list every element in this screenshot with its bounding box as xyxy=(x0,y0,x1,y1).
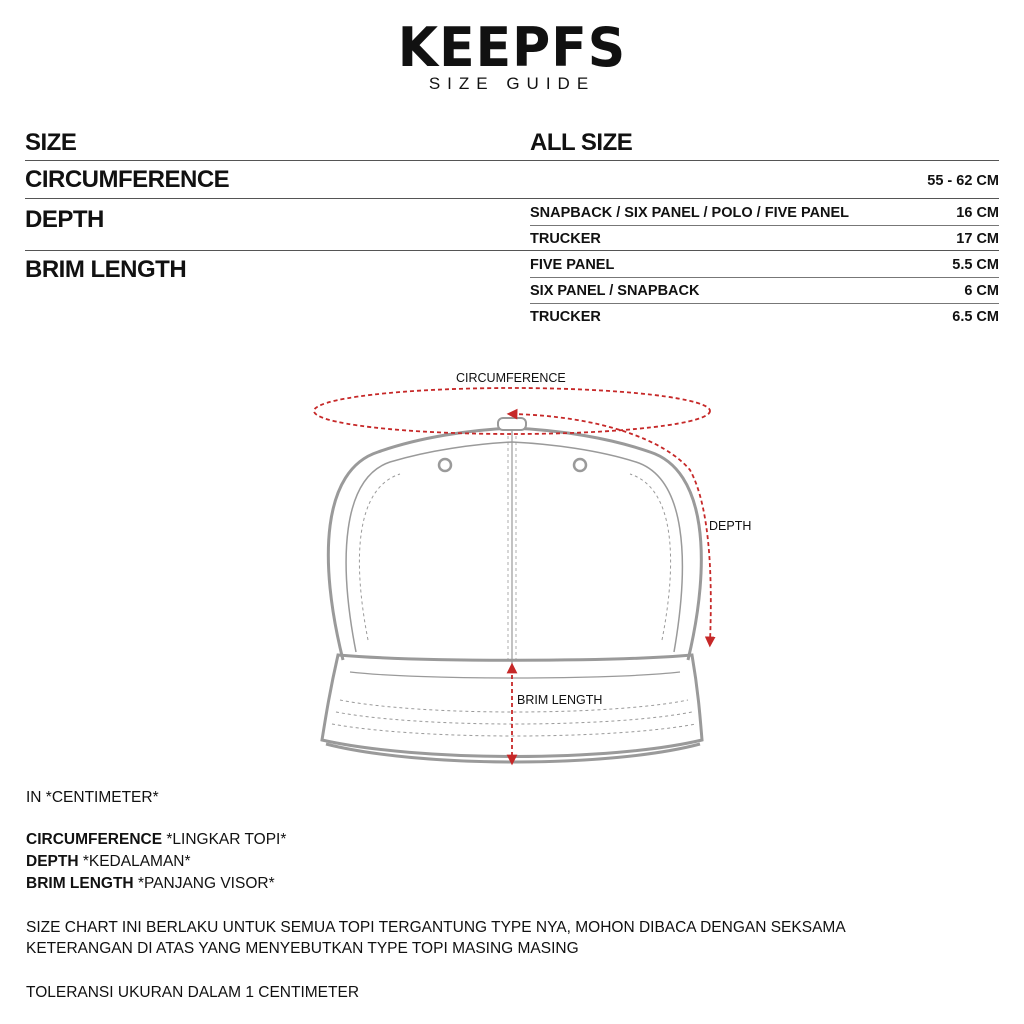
circumference-label: CIRCUMFERENCE xyxy=(25,166,230,193)
depth-value: 16 CM xyxy=(956,205,999,221)
legend-term: DEPTH xyxy=(26,853,79,870)
depth-value: 17 CM xyxy=(956,231,999,247)
brim-value: 6 CM xyxy=(964,283,999,299)
brim-value: 5.5 CM xyxy=(952,257,999,273)
depth-type: SNAPBACK / SIX PANEL / POLO / FIVE PANEL xyxy=(530,205,850,221)
brim-type: SIX PANEL / SNAPBACK xyxy=(530,283,700,299)
brim-length-label: BRIM LENGTH xyxy=(25,256,187,283)
brand-logo: KEEPFS xyxy=(397,16,627,80)
legend-circumference xyxy=(26,830,286,850)
depth-measure-line xyxy=(512,414,711,642)
brim-value: 6.5 CM xyxy=(952,309,999,325)
diagram-brim-length-label: BRIM LENGTH xyxy=(517,693,603,707)
legend-meaning: *LINGKAR TOPI* xyxy=(162,831,287,848)
legend-brim-length xyxy=(26,874,275,894)
depth-label: DEPTH xyxy=(25,206,104,233)
tolerance-note: TOLERANSI UKURAN DALAM 1 CENTIMETER xyxy=(26,984,360,1001)
all-size-header: ALL SIZE xyxy=(530,129,633,156)
info-paragraph-line: SIZE CHART INI BERLAKU UNTUK SEMUA TOPI TERGANTUNG TYPE NYA, MOHON DIBACA DENGAN SEKSAMA xyxy=(26,919,846,936)
legend-term: BRIM LENGTH xyxy=(26,875,134,892)
legend-term: CIRCUMFERENCE xyxy=(26,831,163,848)
brim-type: FIVE PANEL xyxy=(530,257,615,273)
size-header: SIZE xyxy=(25,129,77,156)
legend-meaning: *KEDALAMAN* xyxy=(78,853,191,870)
circumference-value: 55 - 62 CM xyxy=(927,173,999,189)
legend-depth xyxy=(26,852,191,872)
page-subtitle: SIZE GUIDE xyxy=(428,74,596,93)
diagram-circumference-label: CIRCUMFERENCE xyxy=(456,371,566,385)
depth-type: TRUCKER xyxy=(530,231,601,247)
unit-note: IN *CENTIMETER* xyxy=(26,789,159,806)
legend-meaning: *PANJANG VISOR* xyxy=(133,875,275,892)
info-paragraph-line: KETERANGAN DI ATAS YANG MENYEBUTKAN TYPE TOPI MASING MASING xyxy=(26,940,579,957)
brim-type: TRUCKER xyxy=(530,309,601,325)
diagram-depth-label: DEPTH xyxy=(709,519,752,533)
